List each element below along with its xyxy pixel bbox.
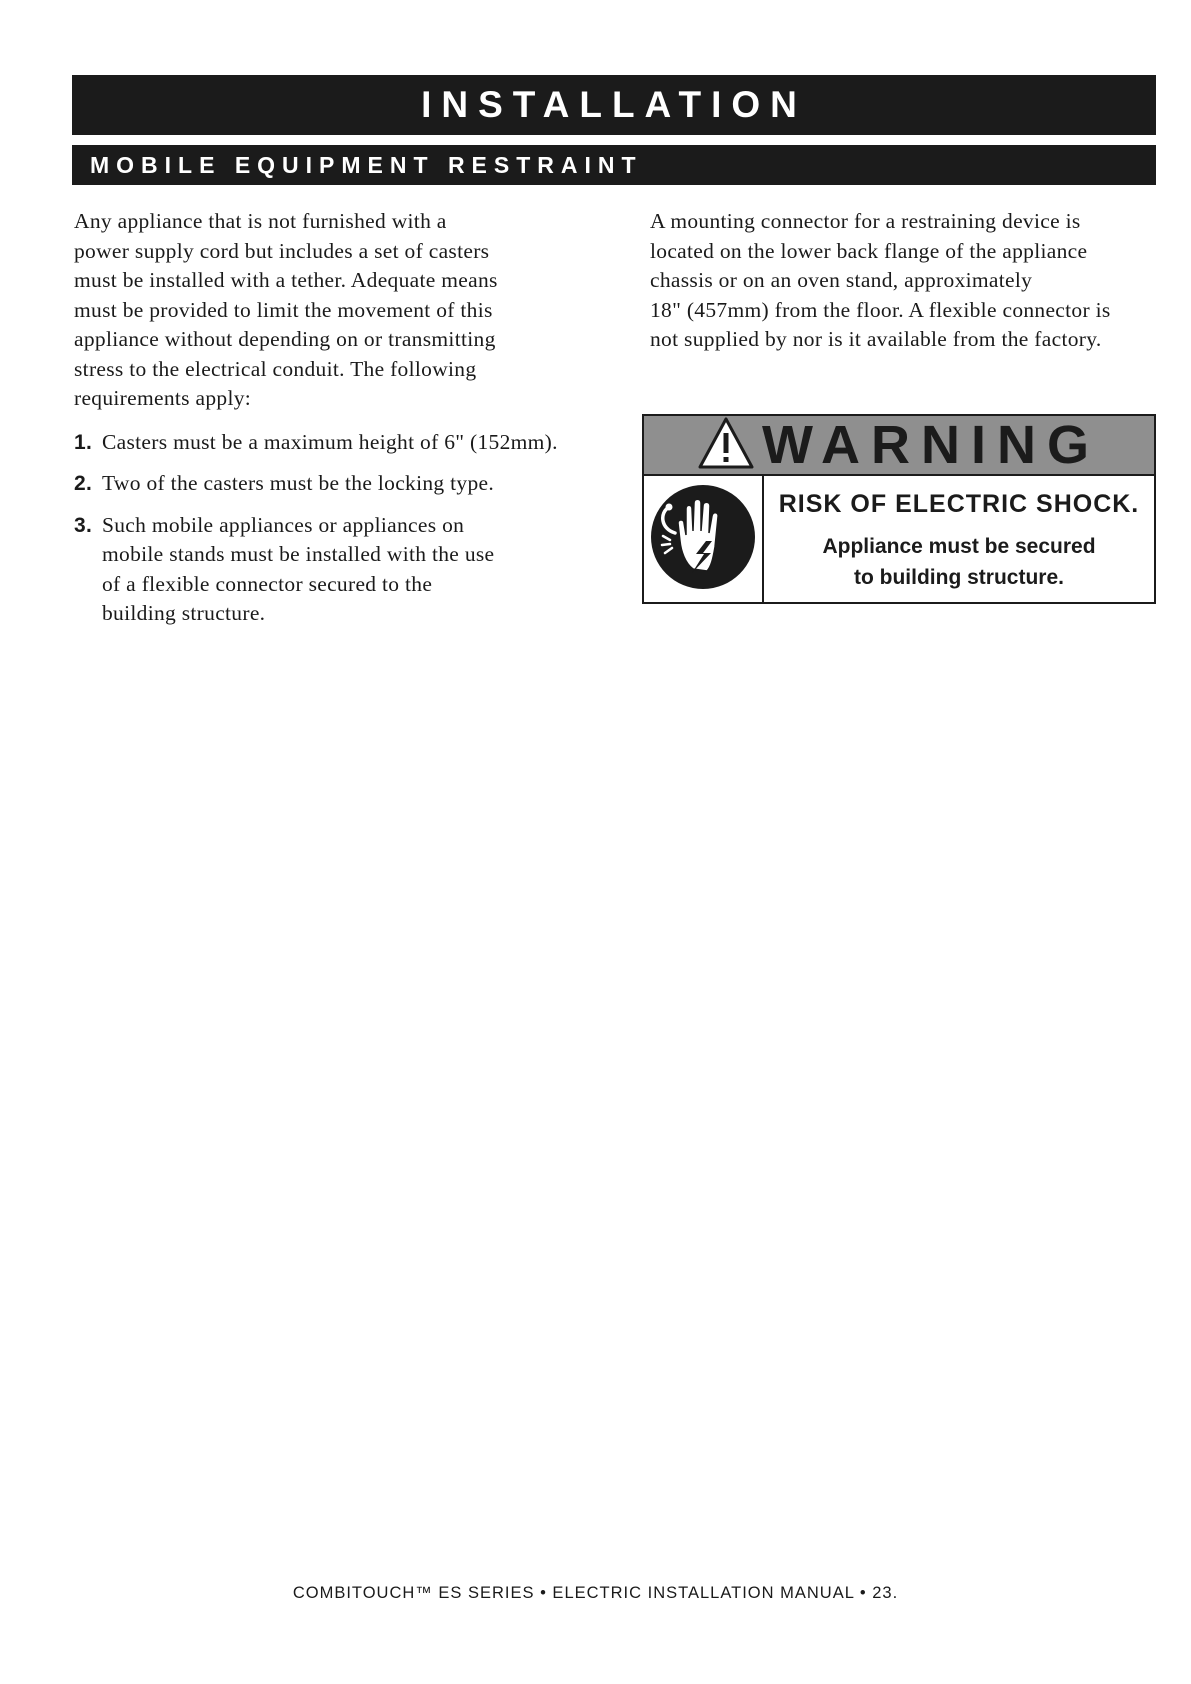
hazard-symbol-cell <box>644 476 764 602</box>
warning-message-cell <box>764 476 1154 602</box>
list-item-number: 2. <box>74 472 93 495</box>
list-item-text: Casters must be a maximum height of 6" (152mm). <box>102 429 558 454</box>
subsection-title-bar <box>72 145 1156 185</box>
electric-shock-hand-icon <box>649 483 757 596</box>
warning-header <box>644 416 1154 476</box>
list-item <box>74 428 594 458</box>
warning-instruction: Appliance must be secured to building structure. <box>822 535 1096 589</box>
mounting-connector-paragraph: A mounting connector for a restraining device is located on the lower back flange of the appliance chassis or on an oven stand, approximately 18" (457mm) from the floor. A flexible connector is not supplied by nor is it available from the factory. <box>650 209 1111 351</box>
warning-word: WARNING <box>762 415 1100 475</box>
list-item-text: Two of the casters must be the locking type. <box>102 471 495 495</box>
warning-body <box>644 476 1154 602</box>
section-title: INSTALLATION <box>421 84 807 125</box>
list-item <box>74 469 594 499</box>
subsection-title: MOBILE EQUIPMENT RESTRAINT <box>90 151 643 178</box>
list-item <box>74 511 594 629</box>
left-column <box>74 207 594 641</box>
risk-statement: RISK OF ELECTRIC SHOCK. <box>778 490 1140 518</box>
right-column <box>650 207 1160 355</box>
list-item-text: Such mobile appliances or appliances on mobile stands must be installed with the use of a flexible connector secured to the building structure. <box>102 512 495 625</box>
list-item-number: 1. <box>74 430 93 454</box>
warning-label <box>642 414 1156 604</box>
section-title-bar <box>72 75 1156 135</box>
page-footer: COMBITOUCH™ ES SERIES • ELECTRIC INSTALLATION MANUAL • 23. <box>292 1584 899 1602</box>
intro-paragraph: Any appliance that is not furnished with a power supply cord but includes a set of casters must be installed with a tether. Adequate means must be provided to limit the movement of this appliance without depending on or transmitting stress to the electrical conduit. The following requirements apply: <box>74 209 498 410</box>
requirements-list <box>74 428 594 629</box>
warning-triangle-icon <box>698 417 762 474</box>
list-item-number: 3. <box>74 513 93 537</box>
